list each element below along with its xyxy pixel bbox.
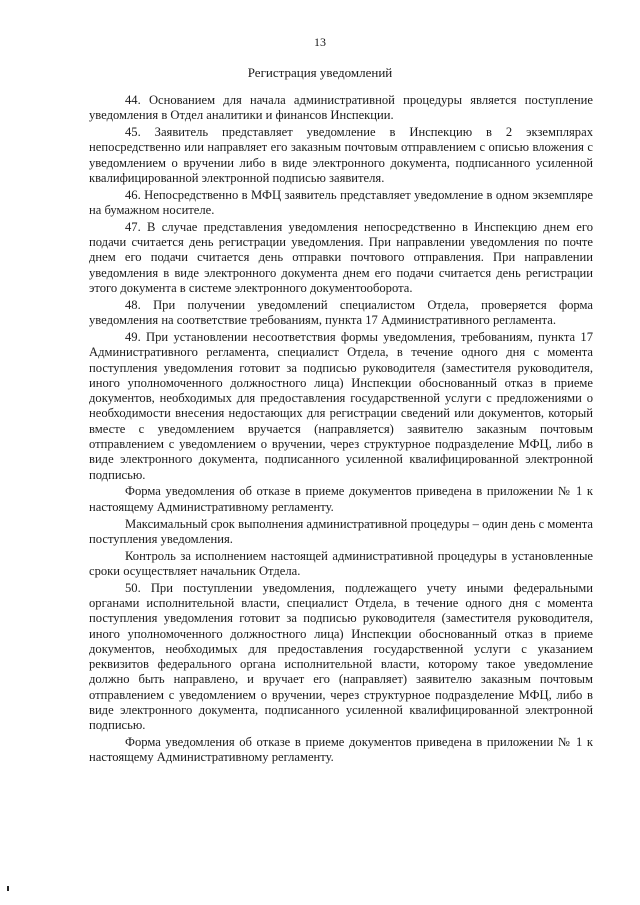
paragraph-45: 45. Заявитель представляет уведомление в Инспекцию в 2 экземплярах непосредственно или направляет его заказным почтовым отправлением с описью вложения с уведомлением о вручении либо в виде электронного документа, подписанного усиленной квалифицированной электронной подписью заявителя. — [89, 125, 593, 185]
paragraph-refusal-form-note: Форма уведомления об отказе в приеме документов приведена в приложении № 1 к настоящему Административному регламенту. — [89, 484, 593, 514]
paragraph-50: 50. При поступлении уведомления, подлежащего учету иными федеральными органами исполнительной власти, специалист Отдела, в течение одного дня с момента поступления уведомления готовит за подписью руководителя (заместителя руководителя, иного уполномоченного должностного лица) Инспекции обоснованный отказ в приеме документов, необходимых для предоставления государственной услуги с указанием реквизитов федерального органа исполнительной власти, которому такое уведомление должно быть направлено, и вручает его (направляет) заявителю заказным почтовым отправлением с уведомлением о вручении, через структурное подразделение МФЦ, либо в виде электронного документа, подписанного усиленной квалифицированной электронной подписью. — [89, 580, 593, 733]
document-body — [89, 93, 593, 766]
section-title: Регистрация уведомлений — [247, 65, 393, 80]
paragraph-control: Контроль за исполнением настоящей административной процедуры в установленные сроки осуществляет начальник Отдела. — [89, 548, 593, 578]
paragraph-max-duration: Максимальный срок выполнения административной процедуры – один день с момента поступления уведомления. — [89, 516, 593, 546]
paragraph-48: 48. При получении уведомлений специалистом Отдела, проверяется форма уведомления на соответствие требованиям, пункта 17 Административного регламента. — [89, 297, 593, 328]
page-number: 13 — [314, 35, 326, 49]
paragraph-refusal-form-note-2: Форма уведомления об отказе в приеме документов приведена в приложении № 1 к настоящему Административному регламенту. — [89, 735, 593, 765]
paragraph-44: 44. Основанием для начала административной процедуры является поступление уведомления в Отдел аналитики и финансов Инспекции. — [89, 93, 593, 123]
paragraph-47: 47. В случае представления уведомления непосредственно в Инспекцию днем его подачи считается день регистрации уведомления. При направлении уведомления по почте днем его подачи считается день отправки почтового отправления. При направлении уведомления в виде электронного документа днем его подачи считается день регистрации этого документа в системе электронного документооборота. — [89, 219, 593, 296]
scan-edge-mark — [7, 886, 9, 891]
paragraph-49: 49. При установлении несоответствия формы уведомления, требованиям, пункта 17 Административного регламента, специалист Отдела, в течение одного дня с момента поступления уведомления готовит за подписью руководителя (заместителя руководителя, иного уполномоченного должностного лица) Инспекции обоснованный отказ в приеме документов, необходимых для предоставления государственной услуги с предложениями о необходимости внесения недостающих для регистрации сведений или документов, который вместе с уведомлением вручается (направляется) заявителю заказным почтовым отправлением с уведомлением о вручении, через структурное подразделение МФЦ, либо в виде электронного документа, подписанного усиленной квалифицированной электронной подписью. — [89, 329, 593, 482]
paragraph-46: 46. Непосредственно в МФЦ заявитель представляет уведомление в одном экземпляре на бумажном носителе. — [89, 187, 593, 218]
